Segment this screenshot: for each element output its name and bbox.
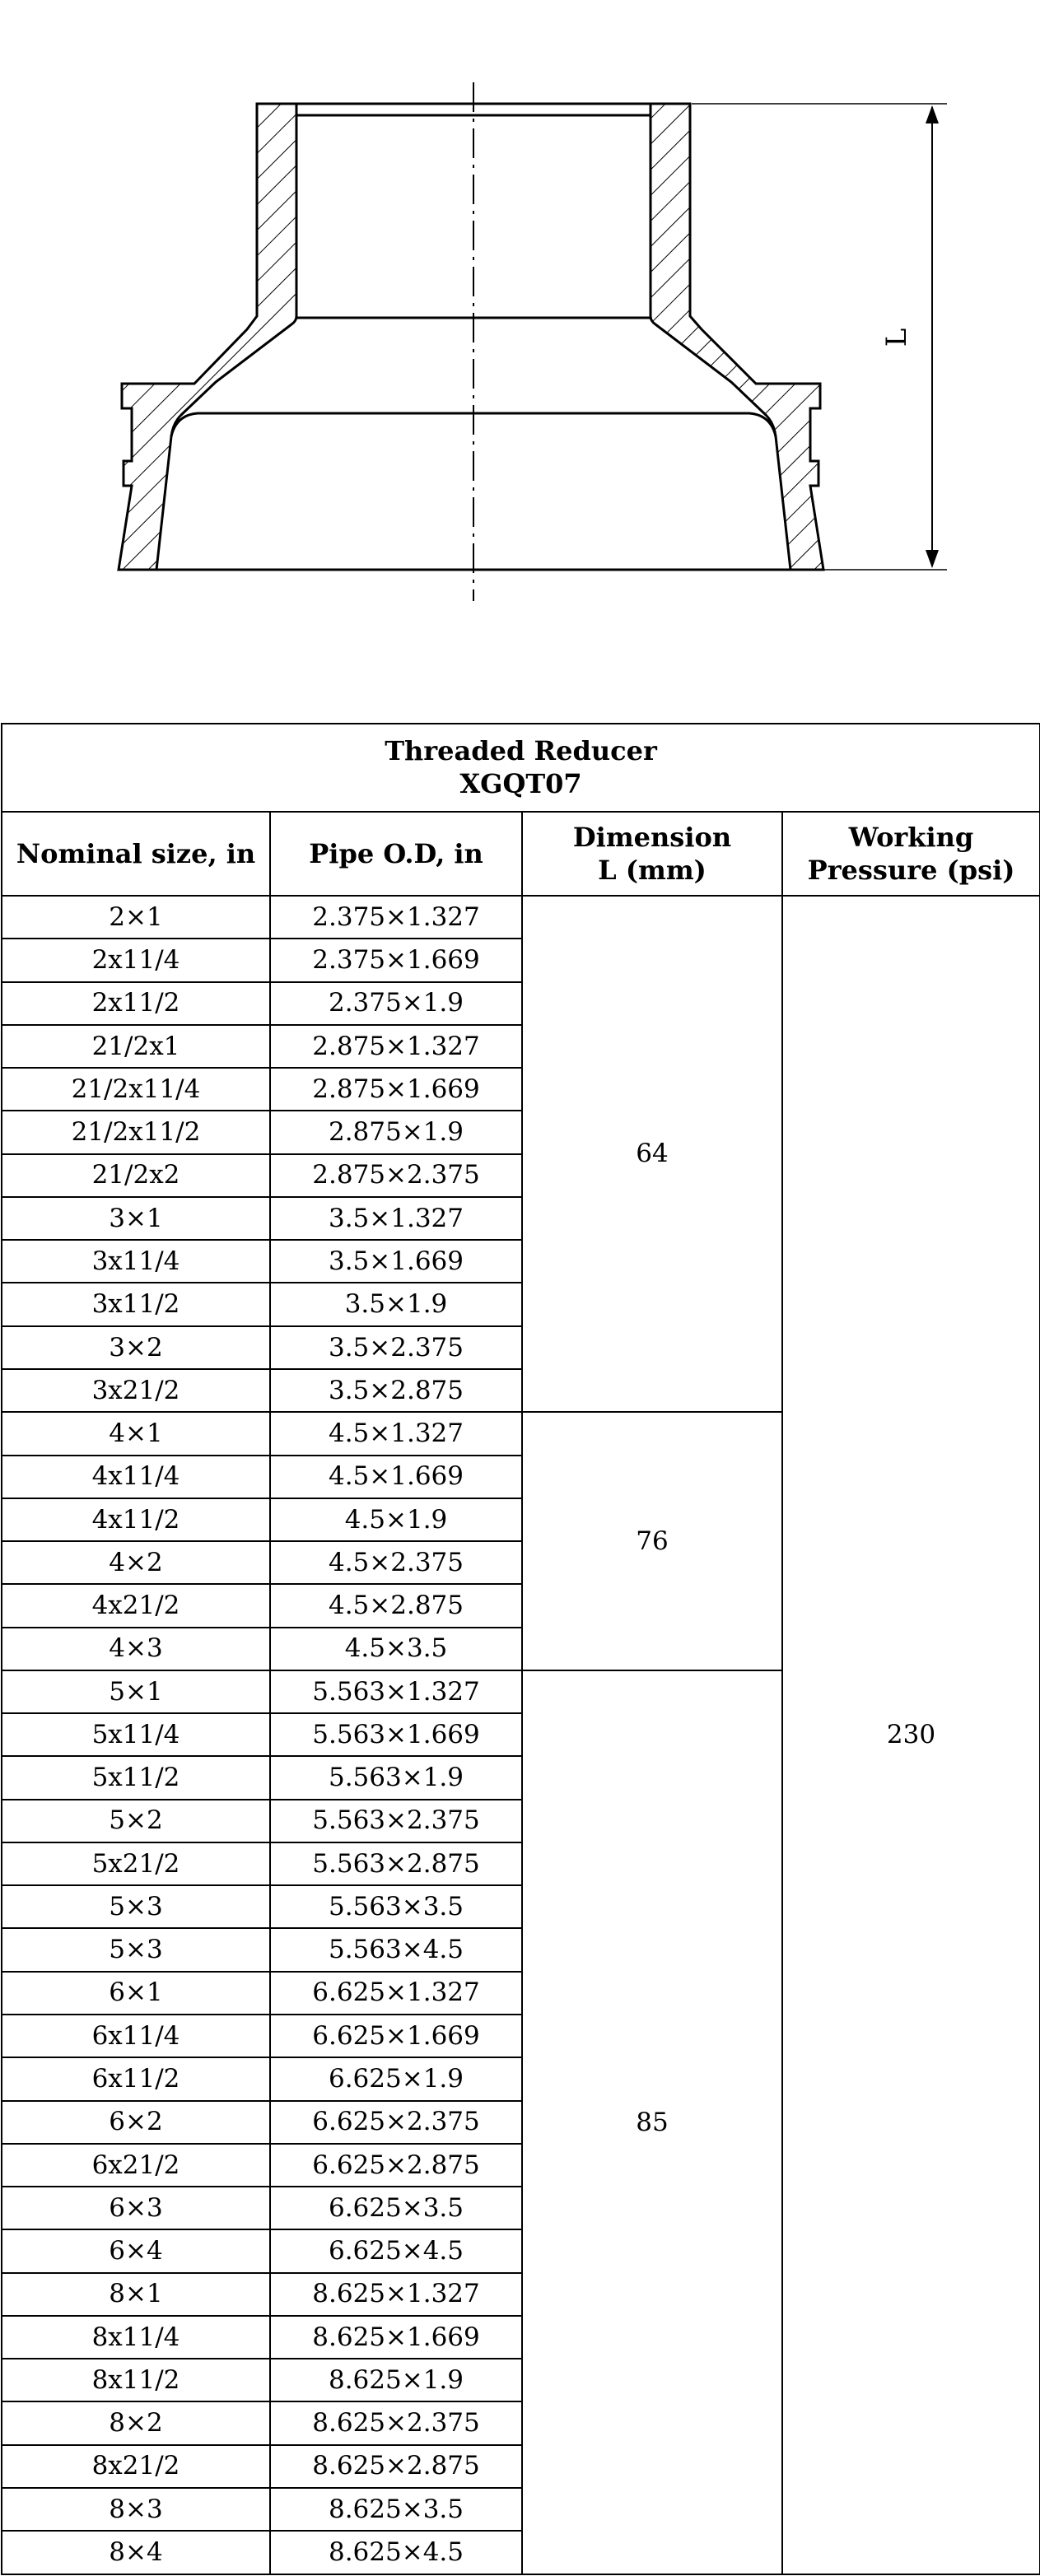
cell-nominal-size: 2x11/2 — [2, 982, 270, 1025]
cell-pipe-od: 5.563×4.5 — [270, 1928, 522, 1971]
threaded-reducer-spec-table — [1, 723, 1040, 2575]
cell-pipe-od: 6.625×2.375 — [270, 2101, 522, 2144]
cell-nominal-size: 6x11/2 — [2, 2057, 270, 2100]
cell-pipe-od: 4.5×1.327 — [270, 1412, 522, 1455]
cell-nominal-size: 3x21/2 — [2, 1369, 270, 1412]
cell-nominal-size: 4×1 — [2, 1412, 270, 1455]
cell-pipe-od: 8.625×2.375 — [270, 2401, 522, 2444]
cell-pipe-od: 8.625×4.5 — [270, 2531, 522, 2574]
cell-pipe-od: 2.375×1.669 — [270, 939, 522, 981]
cell-nominal-size: 8x21/2 — [2, 2445, 270, 2488]
cell-pipe-od: 5.563×1.9 — [270, 1756, 522, 1799]
table-model-code: XGQT07 — [459, 768, 582, 800]
cell-nominal-size: 21/2x11/2 — [2, 1111, 270, 1153]
cell-nominal-size: 6x21/2 — [2, 2144, 270, 2187]
cell-pipe-od: 6.625×4.5 — [270, 2229, 522, 2272]
cell-pipe-od: 6.625×2.875 — [270, 2144, 522, 2187]
table-title-text: Threaded Reducer — [385, 735, 657, 767]
table-row — [2, 896, 1040, 939]
cell-nominal-size: 4x11/4 — [2, 1456, 270, 1498]
cell-nominal-size: 8×4 — [2, 2531, 270, 2574]
cell-nominal-size: 4x11/2 — [2, 1498, 270, 1541]
cell-nominal-size: 8×2 — [2, 2401, 270, 2444]
cell-pipe-od: 5.563×3.5 — [270, 1885, 522, 1928]
cell-pipe-od: 8.625×1.9 — [270, 2359, 522, 2401]
cell-nominal-size: 8x11/2 — [2, 2359, 270, 2401]
cell-pipe-od: 3.5×1.9 — [270, 1283, 522, 1325]
cell-nominal-size: 5×3 — [2, 1928, 270, 1971]
cell-nominal-size: 21/2x11/4 — [2, 1068, 270, 1111]
cell-pipe-od: 5.563×2.375 — [270, 1800, 522, 1842]
cell-pipe-od: 4.5×2.375 — [270, 1541, 522, 1584]
cell-nominal-size: 5x11/4 — [2, 1713, 270, 1756]
cell-pipe-od: 4.5×1.9 — [270, 1498, 522, 1541]
cell-pipe-od: 6.625×3.5 — [270, 2187, 522, 2229]
cell-working-pressure: 230 — [782, 896, 1040, 2574]
cell-pipe-od: 8.625×3.5 — [270, 2488, 522, 2531]
cell-pipe-od: 5.563×1.669 — [270, 1713, 522, 1756]
cell-pipe-od: 2.375×1.9 — [270, 982, 522, 1025]
cell-pipe-od: 6.625×1.327 — [270, 1972, 522, 2015]
cell-pipe-od: 3.5×1.327 — [270, 1197, 522, 1240]
cell-nominal-size: 3x11/2 — [2, 1283, 270, 1325]
cell-nominal-size: 5x11/2 — [2, 1756, 270, 1799]
cell-nominal-size: 8×3 — [2, 2488, 270, 2531]
cell-nominal-size: 6×1 — [2, 1972, 270, 2015]
cell-nominal-size: 4×2 — [2, 1541, 270, 1584]
cell-pipe-od: 4.5×1.669 — [270, 1456, 522, 1498]
header-dimension: Dimension L (mm) — [522, 812, 782, 896]
table-title — [2, 724, 1040, 812]
cell-nominal-size: 8×1 — [2, 2273, 270, 2316]
cell-nominal-size: 5×2 — [2, 1800, 270, 1842]
cell-nominal-size: 3×2 — [2, 1326, 270, 1369]
cell-nominal-size: 5×3 — [2, 1885, 270, 1928]
header-working-pressure: Working Pressure (psi) — [782, 812, 1040, 896]
cell-pipe-od: 4.5×3.5 — [270, 1628, 522, 1670]
cell-nominal-size: 8x11/4 — [2, 2316, 270, 2359]
cell-nominal-size: 3x11/4 — [2, 1240, 270, 1283]
cell-pipe-od: 2.875×1.9 — [270, 1111, 522, 1153]
dimension-arrow-bottom — [926, 550, 939, 568]
cell-pipe-od: 3.5×2.875 — [270, 1369, 522, 1412]
cell-pipe-od: 2.875×1.669 — [270, 1068, 522, 1111]
cell-dimension-l: 85 — [522, 1670, 782, 2574]
cell-pipe-od: 8.625×2.875 — [270, 2445, 522, 2488]
cell-nominal-size: 5x21/2 — [2, 1842, 270, 1885]
cell-nominal-size: 21/2x1 — [2, 1025, 270, 1068]
cell-pipe-od: 3.5×2.375 — [270, 1326, 522, 1369]
header-nominal-size: Nominal size, in — [2, 812, 270, 896]
cell-nominal-size: 5×1 — [2, 1670, 270, 1713]
cell-dimension-l: 76 — [522, 1412, 782, 1670]
cell-pipe-od: 5.563×2.875 — [270, 1842, 522, 1885]
cell-pipe-od: 2.875×2.375 — [270, 1154, 522, 1197]
cell-nominal-size: 21/2x2 — [2, 1154, 270, 1197]
cell-nominal-size: 4×3 — [2, 1628, 270, 1670]
cell-nominal-size: 2x11/4 — [2, 939, 270, 981]
header-pipe-od: Pipe O.D, in — [270, 812, 522, 896]
cell-pipe-od: 3.5×1.669 — [270, 1240, 522, 1283]
dimension-arrow-top — [926, 105, 939, 123]
cell-nominal-size: 4x21/2 — [2, 1584, 270, 1627]
cell-pipe-od: 2.375×1.327 — [270, 896, 522, 939]
cell-pipe-od: 8.625×1.327 — [270, 2273, 522, 2316]
dimension-label: L — [880, 328, 913, 347]
cell-pipe-od: 6.625×1.9 — [270, 2057, 522, 2100]
right-wall-section — [651, 104, 823, 570]
cell-pipe-od: 6.625×1.669 — [270, 2015, 522, 2057]
cell-pipe-od: 8.625×1.669 — [270, 2316, 522, 2359]
cell-dimension-l: 64 — [522, 896, 782, 1412]
cell-pipe-od: 4.5×2.875 — [270, 1584, 522, 1627]
cell-nominal-size: 6x11/4 — [2, 2015, 270, 2057]
cell-nominal-size: 2×1 — [2, 896, 270, 939]
reducer-cross-section-drawing — [0, 0, 1040, 626]
cell-pipe-od: 2.875×1.327 — [270, 1025, 522, 1068]
cell-nominal-size: 6×4 — [2, 2229, 270, 2272]
cell-nominal-size: 6×3 — [2, 2187, 270, 2229]
left-wall-section — [119, 104, 296, 570]
cell-nominal-size: 3×1 — [2, 1197, 270, 1240]
cell-pipe-od: 5.563×1.327 — [270, 1670, 522, 1713]
cell-nominal-size: 6×2 — [2, 2101, 270, 2144]
